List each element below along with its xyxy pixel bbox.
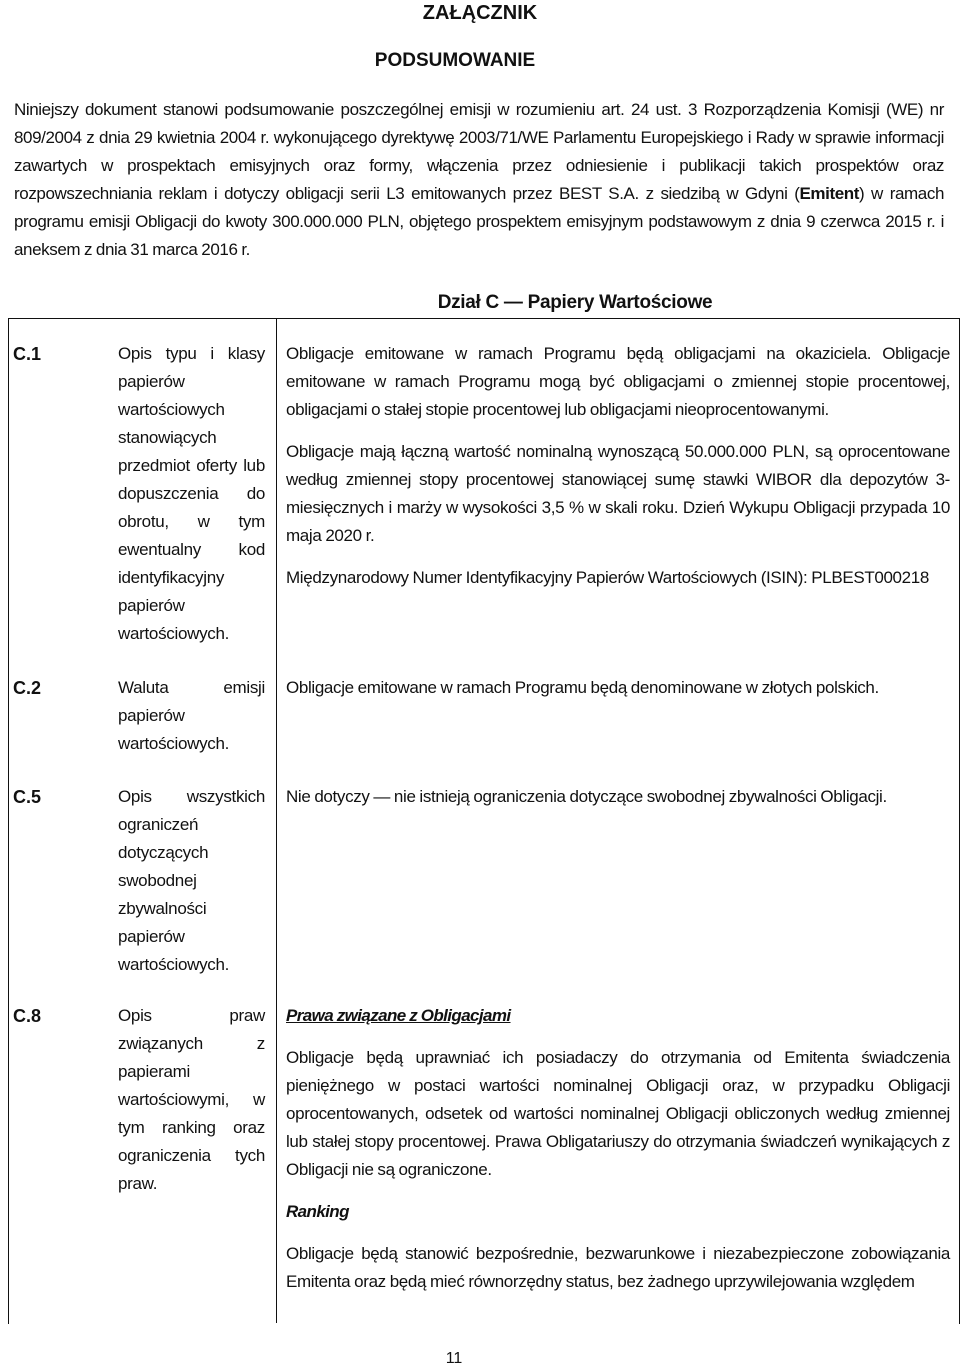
intro-text-after: ) w ramach programu emisji Obligacji do kwoty 300.000.000 PLN, objętego prospektem emisyjnym podstawowym z dnia 9 czerwca 2015 r. i aneksem z dnia 31 marca 2016 r. <box>14 184 944 259</box>
content-paragraph: Obligacje będą stanowić bezpośrednie, bezwarunkowe i niezabezpieczone zobowiązania Emitenta oraz będą mieć równorzędny status, bez żadnego uprzywilejowania względem <box>286 1244 950 1291</box>
section-heading: Dział C — Papiery Wartościowe <box>437 292 713 313</box>
row-code: C.8 <box>13 1006 42 1026</box>
row-label: Waluta emisji papierów wartościowych. <box>118 678 265 753</box>
table-column-divider <box>276 318 277 1323</box>
row-content <box>286 674 950 716</box>
row-code: C.1 <box>13 344 42 364</box>
row-code: C.2 <box>13 678 42 698</box>
content-paragraph: Międzynarodowy Numer Identyfikacyjny Papierów Wartościowych (ISIN): PLBEST000218 <box>286 568 929 587</box>
content-paragraph: Nie dotyczy — nie istnieją ograniczenia dotyczące swobodnej zbywalności Obligacji. <box>286 787 887 806</box>
row-code: C.5 <box>13 787 42 807</box>
content-paragraph: Obligacje mają łączną wartość nominalną wynoszącą 50.000.000 PLN, są oprocentowane według zmiennej stopy procentowej stanowiącej sumę stawki WIBOR dla depozytów 3-miesięcznych i marży w wysokości 3,5 % w skali roku. Dzień Wykupu Obligacji przypada 10 maja 2020 r. <box>286 442 950 545</box>
intro-text-before: Niniejszy dokument stanowi podsumowanie poszczególnej emisji w rozumieniu art. 24 ust. 3 Rozporządzenia Komisji (WE) nr 809/2004 z dnia 29 kwietnia 2004 r. wykonującego dyrektywę 2003/71/WE Parlamentu Europejskiego i Rady w sprawie informacji zawartych w prospektach emisyjnych oraz formy, włączenia przez odniesienie i publikacji takich prospektów oraz rozpowszechniania reklam i dotyczy obligacji serii L3 emitowanych przez BEST S.A. z siedzibą w Gdyni ( <box>14 100 944 203</box>
ranking-heading: Ranking <box>286 1202 349 1221</box>
intro-bold-term: Emitent <box>799 184 860 203</box>
page-subtitle: PODSUMOWANIE <box>374 50 536 71</box>
content-paragraph: Obligacje będą uprawniać ich posiadaczy do otrzymania od Emitenta świadczenia pieniężnego w postaci wartości nominalnej Obligacji oraz, w przypadku Obligacji oprocentowanych, odsetek od wartości nominalnej Obligacji obliczonych według zmiennej lub stałej stopy procentowej. Prawa Obligatariuszy do otrzymania świadczeń wynikających z Obligacji nie są ograniczone. <box>286 1048 950 1179</box>
row-content <box>286 1002 950 1310</box>
page-number: 11 <box>445 1350 463 1367</box>
rights-heading: Prawa związane z Obligacjami <box>286 1006 511 1025</box>
content-paragraph: Obligacje emitowane w ramach Programu będą obligacjami na okaziciela. Obligacje emitowane w ramach Programu mogą być obligacjami o zmiennej stopie procentowej, obligacjami o stałej stopie procentowej lub obligacjami nieoprocentowanymi. <box>286 344 950 419</box>
row-label: Opis praw związanych z papierami wartościowymi, w tym ranking oraz ograniczenia tych praw. <box>118 1006 265 1193</box>
intro-paragraph <box>14 96 944 264</box>
content-paragraph: Obligacje emitowane w ramach Programu będą denominowane w złotych polskich. <box>286 678 879 697</box>
row-content <box>286 340 950 606</box>
row-label: Opis wszystkich ograniczeń dotyczących swobodnej zbywalności papierów wartościowych. <box>118 787 265 974</box>
row-label: Opis typu i klasy papierów wartościowych stanowiących przedmiot oferty lub dopuszczenia do obrotu, w tym ewentualny kod identyfikacyjny papierów wartościowych. <box>118 344 265 643</box>
page-title: ZAŁĄCZNIK <box>422 2 538 24</box>
row-content <box>286 783 950 825</box>
